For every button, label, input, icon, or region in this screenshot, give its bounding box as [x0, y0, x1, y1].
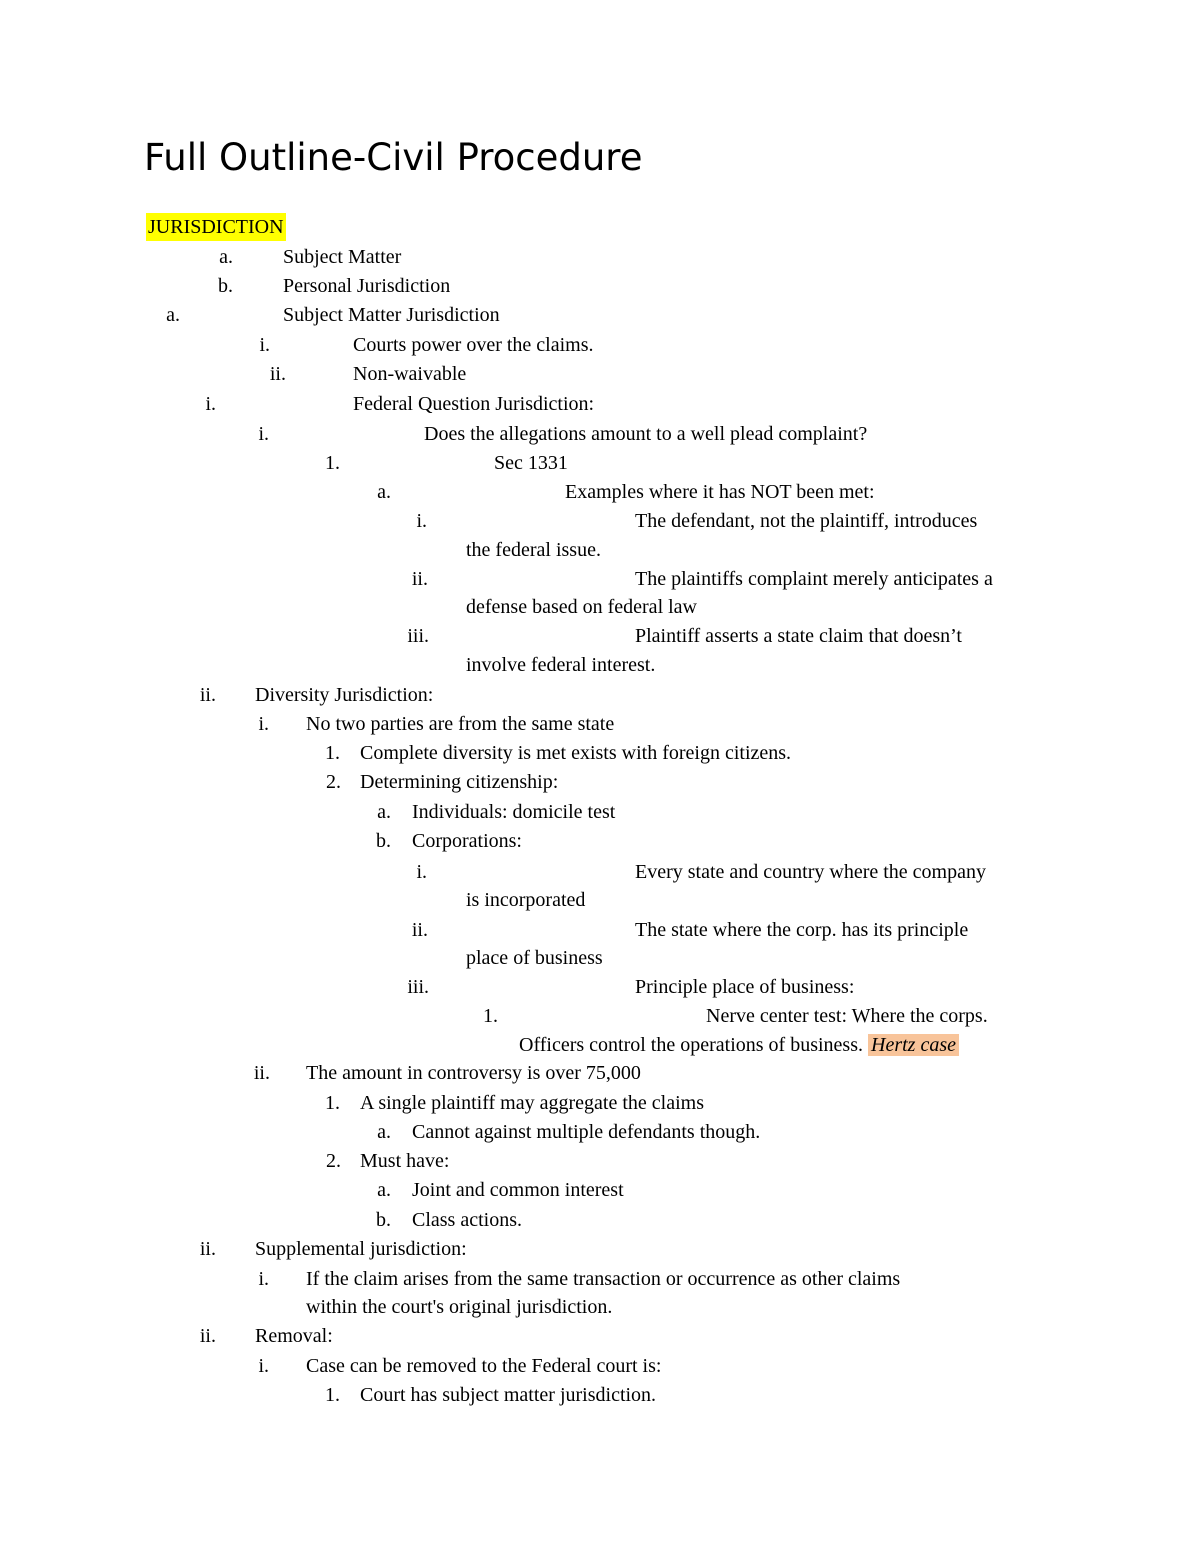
- outline-item: [412, 798, 615, 826]
- outline-item: [283, 243, 401, 271]
- outline-item: [306, 1059, 641, 1087]
- outline-item-text: Cannot against multiple defendants though.: [412, 1121, 761, 1143]
- outline-item: [353, 360, 466, 388]
- outline-item-text: The defendant, not the plaintiff, introduces: [635, 510, 978, 532]
- outline-item-text: Subject Matter: [283, 246, 402, 268]
- outline-item-text: Federal Question Jurisdiction:: [353, 393, 595, 415]
- outline-item-text: the federal issue.: [466, 539, 601, 561]
- outline-marker: i.: [205, 393, 216, 415]
- outline-item: [635, 507, 977, 535]
- outline-item: [635, 622, 962, 650]
- outline-item: [360, 739, 791, 767]
- outline-item: [412, 827, 522, 855]
- outline-item-text: Non-waivable: [353, 363, 467, 385]
- outline-item: [255, 1235, 467, 1263]
- case-highlight: Hertz case: [868, 1034, 959, 1056]
- outline-marker: 1.: [325, 1092, 340, 1114]
- outline-item-text: Examples where it has NOT been met:: [565, 481, 875, 503]
- outline-marker: a.: [377, 481, 391, 503]
- outline-marker: 1.: [325, 1384, 340, 1406]
- outline-item-continuation: [466, 944, 603, 972]
- outline-item-continuation: [466, 536, 601, 564]
- outline-item-text: Every state and country where the company: [635, 861, 986, 883]
- outline-item-text: The plaintiffs complaint merely anticipates a: [635, 568, 993, 590]
- outline-item-continuation: [466, 651, 655, 679]
- outline-marker: ii.: [199, 684, 216, 706]
- outline-item-text: Sec 1331: [494, 452, 568, 474]
- outline-item: [360, 1089, 704, 1117]
- outline-marker: ii.: [199, 1325, 216, 1347]
- outline-marker: 1.: [325, 452, 340, 474]
- outline-item: [635, 858, 986, 886]
- outline-item-text: involve federal interest.: [466, 654, 656, 676]
- outline-marker: a.: [219, 246, 233, 268]
- outline-marker: b.: [218, 275, 233, 297]
- outline-item-text: place of business: [466, 947, 603, 969]
- outline-item-text: Does the allegations amount to a well plead complaint?: [424, 423, 868, 445]
- outline-marker: i.: [258, 1268, 269, 1290]
- outline-item-text: Determining citizenship:: [360, 771, 559, 793]
- outline-item-text: Complete diversity is met exists with foreign citizens.: [360, 742, 792, 764]
- outline-item: [412, 1118, 760, 1146]
- outline-item: [283, 301, 500, 329]
- outline-marker: 2.: [326, 771, 341, 793]
- outline-marker: b.: [376, 830, 391, 852]
- outline-item-text: Joint and common interest: [412, 1179, 624, 1201]
- outline-marker: iii.: [407, 976, 429, 998]
- outline-item-text: Must have:: [360, 1150, 450, 1172]
- outline-marker: iii.: [407, 625, 429, 647]
- outline-item: [283, 272, 450, 300]
- outline-marker: a.: [377, 801, 391, 823]
- outline-item: [360, 1381, 656, 1409]
- outline-item-text: Supplemental jurisdiction:: [255, 1238, 467, 1260]
- outline-marker: 1.: [483, 1005, 498, 1027]
- outline-item-text: No two parties are from the same state: [306, 713, 615, 735]
- outline-item: [353, 331, 594, 359]
- outline-item: [360, 768, 558, 796]
- outline-marker: a.: [377, 1179, 391, 1201]
- outline-marker: ii.: [269, 363, 286, 385]
- outline-item: [635, 916, 968, 944]
- outline-item-text: Plaintiff asserts a state claim that doesn’t: [635, 625, 962, 647]
- outline-marker: i.: [258, 713, 269, 735]
- outline-marker: 1.: [325, 742, 340, 764]
- outline-item-text: Nerve center test: Where the corps.: [706, 1005, 988, 1027]
- outline-marker: a.: [166, 304, 180, 326]
- outline-marker: ii.: [253, 1062, 270, 1084]
- outline-item-text: Corporations:: [412, 830, 522, 852]
- outline-marker: i.: [416, 510, 427, 532]
- outline-item: [635, 973, 854, 1001]
- section-heading-jurisdiction: JURISDICTION: [146, 213, 286, 241]
- outline-item: [424, 420, 867, 448]
- outline-marker: i.: [258, 1355, 269, 1377]
- outline-item: [255, 681, 433, 709]
- outline-item-text: Court has subject matter jurisdiction.: [360, 1384, 657, 1406]
- outline-item-text: within the court's original jurisdiction.: [306, 1296, 613, 1318]
- outline-item-text: Diversity Jurisdiction:: [255, 684, 434, 706]
- outline-item: [255, 1322, 333, 1350]
- outline-item: [306, 1265, 900, 1293]
- outline-marker: ii.: [199, 1238, 216, 1260]
- outline-item-text: The amount in controversy is over 75,000: [306, 1062, 641, 1084]
- outline-item: [635, 565, 993, 593]
- outline-item-text: If the claim arises from the same transaction or occurrence as other claims: [306, 1268, 901, 1290]
- outline-item-text: Case can be removed to the Federal court is:: [306, 1355, 662, 1377]
- outline-item-text: is incorporated: [466, 889, 586, 911]
- outline-marker: i.: [259, 334, 270, 356]
- outline-item-text: A single plaintiff may aggregate the claims: [360, 1092, 704, 1114]
- outline-marker: 2.: [326, 1150, 341, 1172]
- outline-item-text: The state where the corp. has its principle: [635, 919, 969, 941]
- outline-item: [494, 449, 568, 477]
- outline-item-text: Principle place of business:: [635, 976, 855, 998]
- outline-item: [353, 390, 594, 418]
- outline-item: [360, 1147, 449, 1175]
- outline-item-text: Class actions.: [412, 1209, 522, 1231]
- outline-item-text: Officers control the operations of business.: [519, 1034, 863, 1056]
- outline-marker: a.: [377, 1121, 391, 1143]
- outline-item: [706, 1002, 988, 1030]
- outline-item-text: Removal:: [255, 1325, 333, 1347]
- page-title: Full Outline-Civil Procedure: [144, 136, 643, 179]
- outline-item: [412, 1176, 624, 1204]
- outline-item: [412, 1206, 522, 1234]
- outline-item-text: defense based on federal law: [466, 596, 697, 618]
- outline-marker: ii.: [411, 919, 428, 941]
- outline-item: [565, 478, 875, 506]
- outline-item-text: Subject Matter Jurisdiction: [283, 304, 500, 326]
- outline-item-continuation: [466, 593, 697, 621]
- outline-item-continuation: [306, 1293, 612, 1321]
- outline-marker: b.: [376, 1209, 391, 1231]
- outline-item-text: Courts power over the claims.: [353, 334, 594, 356]
- outline-marker: i.: [416, 861, 427, 883]
- outline-item-text: Personal Jurisdiction: [283, 275, 451, 297]
- outline-marker: i.: [258, 423, 269, 445]
- outline-item-text: Individuals: domicile test: [412, 801, 616, 823]
- outline-item: [306, 1352, 661, 1380]
- outline-item-continuation: [466, 886, 585, 914]
- outline-item-continuation: [519, 1031, 959, 1059]
- outline-item: [306, 710, 614, 738]
- outline-marker: ii.: [411, 568, 428, 590]
